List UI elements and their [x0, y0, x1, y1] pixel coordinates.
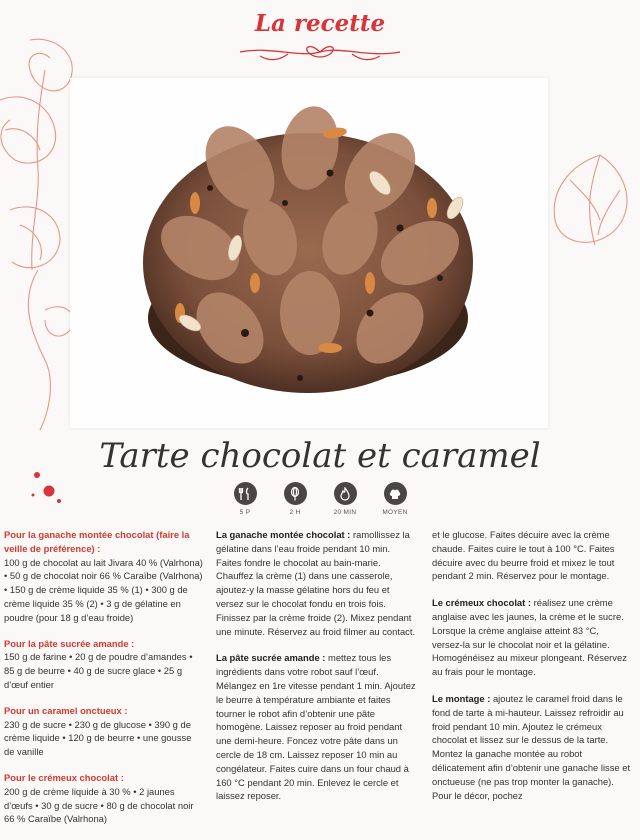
info-difficulty: [375, 482, 415, 516]
info-difficulty-label: MOYEN: [382, 509, 408, 516]
ingredient-group-title: Pour le crémeux chocolat :: [4, 771, 124, 783]
step-paragraph: [432, 596, 632, 679]
step-lead: Le montage :: [432, 692, 491, 704]
step-paragraph: [216, 651, 418, 803]
step-text: ajoutez le caramel froid dans le fond de tarte à mi-hauteur. Laissez refroidir au froid pendant 10 min. Ajoutez le crémeux chocolat et lissez sur le dessus de la tarte. Montez la ganache montée au robot délicatement afin d’obtenir une ganache lisse et onctueuse (ne pas trop monter la ganache). Pour le décor, pochez: [432, 692, 631, 801]
steps-column-middle: [216, 528, 418, 816]
ingredient-group: [4, 704, 204, 759]
info-cook-time-label: 20 MIN: [333, 509, 357, 516]
step-paragraph: [432, 528, 632, 583]
ingredient-group-text: 100 g de chocolat au lait Jivara 40 % (Valrhona) • 50 g de chocolat noir 66 % Caraïbe (Valrhona) • 150 g de crème liquide 35 % (1) • 300 g de crème liquide 35 % (2) • 3 g de gélatine en poudre (pour 18 g d’eau froide): [4, 556, 203, 623]
info-servings: [225, 482, 265, 516]
step-paragraph: [216, 528, 418, 638]
whisk-icon: [284, 482, 307, 505]
step-text: mettez tous les ingrédients dans votre robot sauf l’œuf. Mélangez en 1re vitesse pendant 1 min. Ajoutez le beurre à température ambiante et faites tourner le robot afin d’obtenir une pâte homogène. Laissez reposer au froid pendant une demi-heure. Foncez votre pâte dans un cercle de 18 cm. Laissez reposer 10 min au congélateur. Faites cuire dans un four chaud à 160 °C pendant 20 min. Enlevez le cercle et laissez reposer.: [216, 652, 416, 802]
step-paragraph: [432, 692, 632, 802]
ingredient-group: [4, 637, 204, 692]
steps-column-right: [432, 528, 632, 815]
ingredient-group: [4, 528, 204, 625]
ingredient-group-title: Pour la ganache montée chocolat (faire la veille de préférence) :: [4, 529, 190, 554]
section-title: La recette: [254, 10, 386, 37]
tart-photo: [70, 78, 548, 428]
recipe-title: Tarte chocolat et caramel: [99, 436, 541, 476]
step-lead: La pâte sucrée amande :: [216, 652, 326, 664]
step-lead: Le crémeux chocolat :: [432, 597, 531, 609]
ingredients-column: [4, 528, 204, 838]
ingredient-group-text: 200 g de crème liquide à 30 % • 2 jaunes d’œufs • 30 g de sucre • 80 g de chocolat noir 66 % Caraïbe (Valrhona): [4, 785, 194, 825]
info-cook-time: [325, 482, 365, 516]
step-text: ramollissez la gélatine dans l’eau froide pendant 10 min. Faites fondre le chocolat au bain-marie. Chauffez la crème (1) dans une casserole, ajoutez-y la masse gélatine hors du feu et versez sur le chocolat fondu en trois fois. Finissez par la crème froide (2). Mixez pendant une minute. Réservez au froid filmer au contact.: [216, 529, 416, 637]
floral-decoration-right-icon: [540, 150, 640, 260]
info-prep-time: [275, 482, 315, 516]
step-lead: La ganache montée chocolat :: [216, 529, 351, 540]
servings-icon: [234, 482, 257, 505]
ingredient-group-title: Pour un caramel onctueux :: [4, 704, 128, 716]
step-text: réalisez une crème anglaise avec les jaunes, la crème et le sucre. Lorsque la crème anglaise atteint 83 °C, versez-la sur le chocolat noir et la gélatine. Homogénéisez au mixeur plongeant. Réservez au frais pour le montage.: [432, 597, 627, 678]
ingredient-group-title: Pour la pâte sucrée amande :: [4, 637, 135, 649]
ingredient-group-text: 150 g de farine • 20 g de poudre d’amandes • 85 g de beurre • 40 g de sucre glace • 25 g d’œuf entier: [4, 651, 193, 690]
flourish-underline-icon: [230, 40, 410, 66]
chef-hat-icon: [384, 482, 407, 505]
info-servings-label: 5 P: [239, 509, 251, 516]
step-text: et le glucose. Faites décuire avec la crème chaude. Faites cuire le tout à 100 °C. Faites décuire avec du beurre froid et mixez le tout pendant 2 min. Réservez pour le montage.: [432, 529, 615, 582]
ingredient-group: [4, 771, 204, 826]
flame-icon: [334, 482, 357, 505]
recipe-info-bar: [0, 482, 640, 516]
ingredient-group-text: 230 g de sucre • 230 g de glucose • 390 g de crème liquide • 120 g de beurre • une gousse de vanille: [4, 718, 192, 758]
info-prep-time-label: 2 H: [289, 509, 301, 516]
